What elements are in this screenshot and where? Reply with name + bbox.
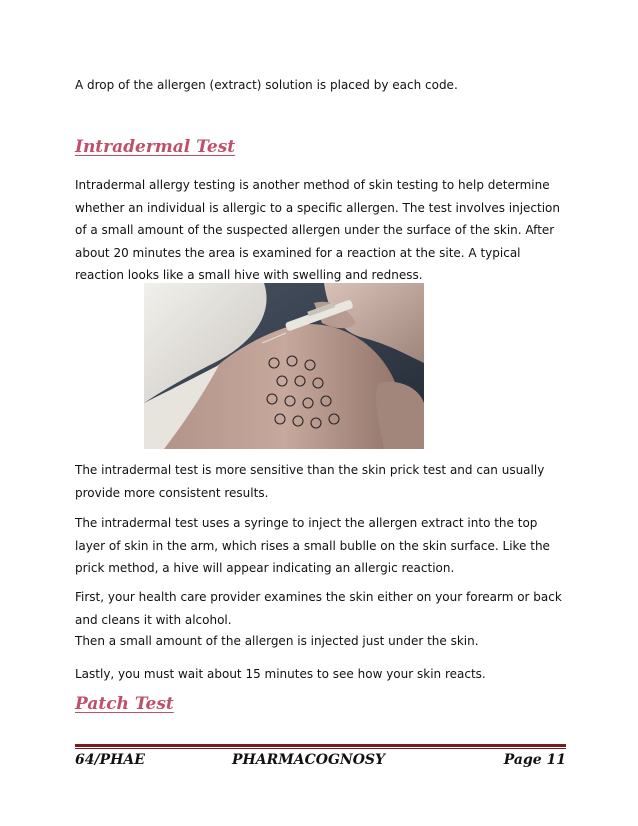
paragraph-lastly-step: Lastly, you must wait about 15 minutes to see how your skin reacts. bbox=[75, 667, 486, 681]
intradermal-description: Intradermal allergy testing is another method of skin testing to help determine whether an individual is allergic to a specific allergen. The test involves injection of a small amount of the suspected allergen under the surface of the skin. After about 20 minutes the area is examined for a reaction at the site. A typical reaction looks like a small hive with swelling and redness. bbox=[75, 178, 561, 282]
footer-left-code: 64/PHAE bbox=[75, 752, 145, 768]
injection-photo bbox=[144, 283, 424, 449]
footer-title: PHARMACOGNOSY bbox=[232, 752, 386, 768]
paragraph-sensitivity: The intradermal test is more sensitive than the skin prick test and can usually provide more consistent results. bbox=[75, 463, 545, 500]
intro-paragraph: A drop of the allergen (extract) solution is placed by each code. bbox=[75, 78, 458, 92]
intradermal-heading: Intradermal Test bbox=[75, 137, 236, 157]
paragraph-syringe: The intradermal test uses a syringe to inject the allergen extract into the top layer of skin in the arm, which rises a small bublle on the skin surface. Like the prick method, a hive will appear indicating an allergic reaction. bbox=[75, 516, 550, 575]
paragraph-first-step: First, your health care provider examines the skin either on your forearm or back and cleans it with alcohol. bbox=[75, 590, 562, 627]
footer-page-number: Page 11 bbox=[503, 752, 566, 768]
footer-rule-thick bbox=[75, 744, 566, 747]
footer-rule-thin bbox=[75, 748, 566, 749]
patch-test-heading: Patch Test bbox=[75, 694, 174, 714]
paragraph-then-step: Then a small amount of the allergen is injected just under the skin. bbox=[75, 634, 479, 648]
injection-photo-illustration bbox=[144, 283, 424, 449]
page-footer bbox=[75, 752, 566, 772]
